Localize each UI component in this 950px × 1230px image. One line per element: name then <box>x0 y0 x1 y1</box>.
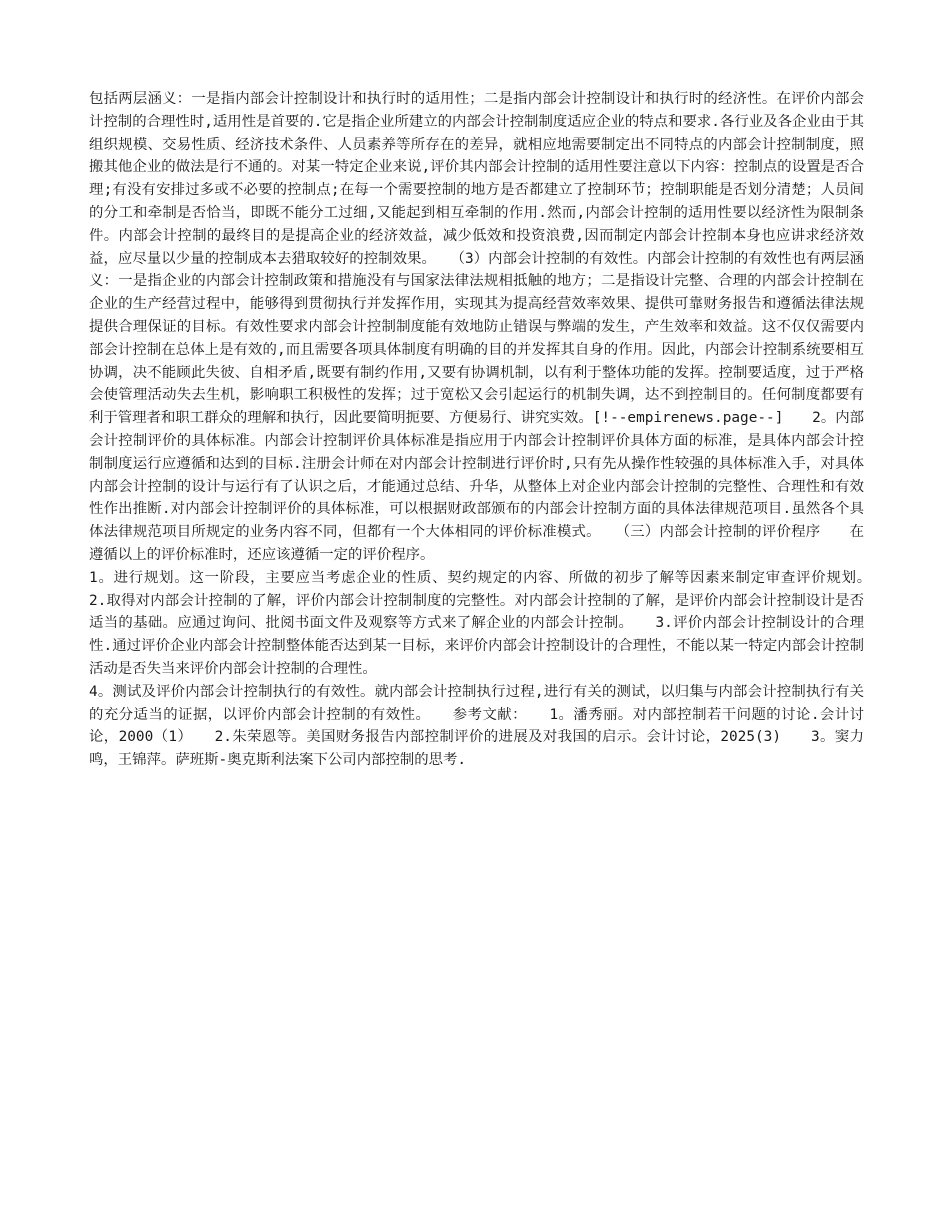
paragraph-testing-references: 4。测试及评价内部会计控制执行的有效性。就内部会计控制执行过程,进行有关的测试，以归集与内部会计控制执行有关的充分适当的证据，以评价内部会计控制的有效性。 参考文献： 1。潘秀丽。对内部控制若干问题的讨论.会计讨论，2000（1） 2.朱荣恩等。美国财务报告内部控制评价的进展及对我国的启示。会计讨论，2025(3) 3。窦力鸣，王锦萍。萨班斯-奥克斯利法案下公司内部控制的思考. <box>89 683 864 769</box>
paragraph-evaluation-standards: 包括两层涵义：一是指内部会计控制设计和执行时的适用性；二是指内部会计控制设计和执行时的经济性。在评价内部会计控制的合理性时,适用性是首要的.它是指企业所建立的内部会计控制制度适应企业的特点和要求.各行业及各企业由于其组织规模、交易性质、经济技术条件、人员素养等所存在的差异，就相应地需要制定出不同特点的内部会计控制制度，照搬其他企业的做法是行不通的。对某一特定企业来说,评价其内部会计控制的适用性要注意以下内容：控制点的设置是否合理;有没有安排过多或不必要的控制点;在每一个需要控制的地方是否都建立了控制环节；控制职能是否划分清楚；人员间的分工和牵制是否恰当，即既不能分工过细,又能起到相互牵制的作用.然而,内部会计控制的适用性要以经济性为限制条件。内部会计控制的最终目的是提高企业的经济效益，减少低效和投资浪费,因而制定内部会计控制本身也应讲求经济效益，应尽量以少量的控制成本去猎取较好的控制效果。 （3）内部会计控制的有效性。内部会计控制的有效性也有两层涵义：一是指企业的内部会计控制政策和措施没有与国家法律法规相抵触的地方；二是指设计完整、合理的内部会计控制在企业的生产经营过程中，能够得到贯彻执行并发挥作用，实现其为提高经营效率效果、提供可靠财务报告和遵循法律法规提供合理保证的目标。有效性要求内部会计控制制度能有效地防止错误与弊端的发生，产生效率和效益。这不仅仅需要内部会计控制在总体上是有效的,而且需要各项具体制度有明确的目的并发挥其自身的作用。因此，内部会计控制系统要相互协调，决不能顾此失彼、自相矛盾,既要有制约作用,又要有协调机制，以有利于整体功能的发挥。控制要适度，过于严格会使管理活动失去生机，影响职工积极性的发挥；过于宽松又会引起运行的机制失调，达不到控制目的。任何制度都要有利于管理者和职工群众的理解和执行，因此要简明扼要、方便易行、讲究实效。[!--empirenews.page--] 2。内部会计控制评价的具体标准。内部会计控制评价具体标准是指应用于内部会计控制评价具体方面的标准，是具体内部会计控制制度运行应遵循和达到的目标.注册会计师在对内部会计控制进行评价时,只有先从操作性较强的具体标准入手，对具体内部会计控制的设计与运行有了认识之后，才能通过总结、升华，从整体上对企业内部会计控制的完整性、合理性和有效性作出推断.对内部会计控制评价的具体标准，可以根据财政部颁布的内部会计控制方面的具体法律规范项目.虽然各个具体法律规范项目所规定的业务内容不同，但都有一个大体相同的评价标准模式。 （三）内部会计控制的评价程序 在遵循以上的评价标准时，还应该遵循一定的评价程序。 <box>89 91 864 563</box>
article-body <box>89 88 893 772</box>
paragraph-procedure-steps: 1。进行规划。这一阶段，主要应当考虑企业的性质、契约规定的内容、所做的初步了解等因素来制定审查评价规划。 2.取得对内部会计控制的了解，评价内部会计控制制度的完整性。对内部会计控制的了解，是评价内部会计控制设计是否适当的基础。应通过询问、批阅书面文件及观察等方式来了解企业的内部会计控制。 3.评价内部会计控制设计的合理性.通过评价企业内部会计控制整体能否达到某一目标，来评价内部会计控制设计的合理性，不能以某一特定内部会计控制活动是否失当来评价内部会计控制的合理性。 <box>89 569 893 677</box>
